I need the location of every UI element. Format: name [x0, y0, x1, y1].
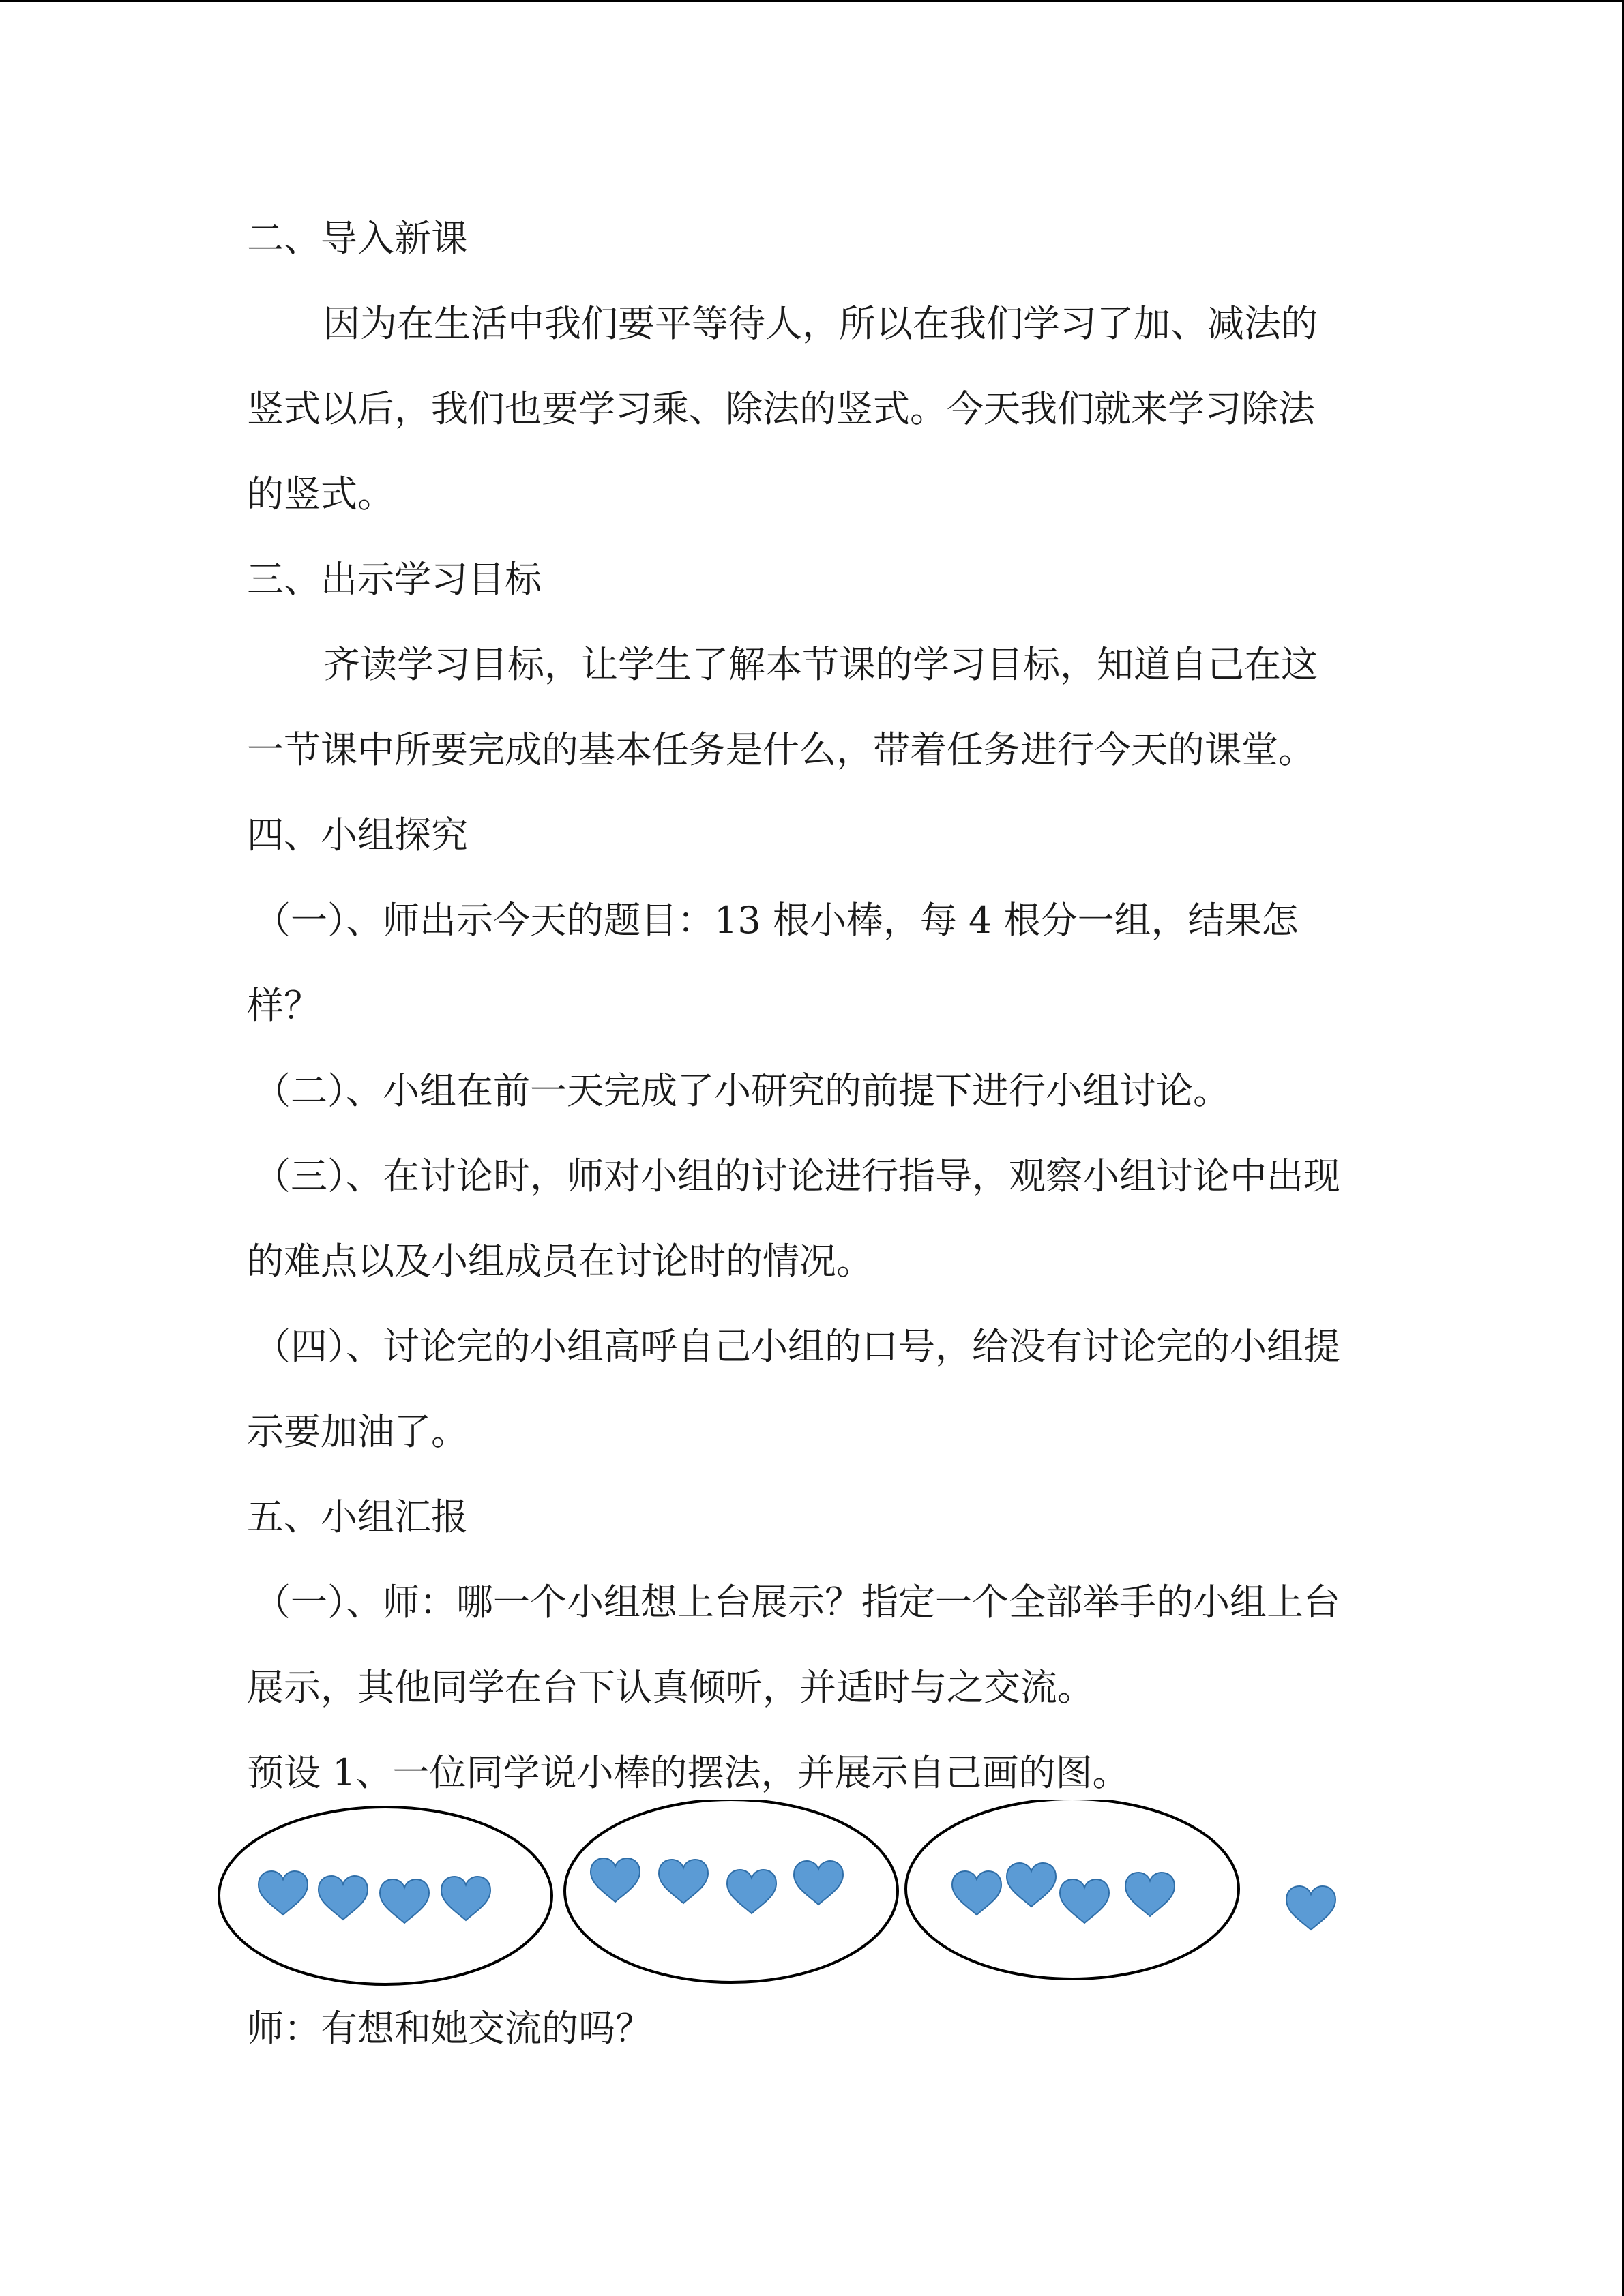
paragraph-line: 因为在生活中我们要平等待人，所以在我们学习了加、减法的	[323, 302, 1318, 345]
paragraph-line: 的竖式。	[247, 473, 394, 516]
heart-icon	[1060, 1879, 1109, 1923]
heart-icon	[591, 1858, 640, 1902]
paragraph-line: 的难点以及小组成员在讨论时的情况。	[247, 1240, 873, 1283]
paragraph-line: （四）、讨论完的小组高呼自己小组的口号，给没有讨论完的小组提	[254, 1325, 1340, 1368]
paragraph-line: 一节课中所要完成的基本任务是什么，带着任务进行今天的课堂。	[247, 728, 1315, 771]
paragraph-line: 展示，其他同学在台下认真倾听，并适时与之交流。	[247, 1666, 1094, 1709]
paragraph-line: （一）、师出示今天的题目：13 根小棒，每 4 根分一组，结果怎	[254, 899, 1299, 942]
heart-icon	[1286, 1886, 1335, 1930]
heart-icon	[952, 1871, 1001, 1915]
heart-icon	[659, 1860, 708, 1903]
paragraph-line: 齐读学习目标，让学生了解本节课的学习目标，知道自己在这	[323, 643, 1318, 686]
paragraph-line: 示要加油了。	[247, 1410, 468, 1453]
paragraph-line: （三）、在讨论时，师对小组的讨论进行指导，观察小组讨论中出现	[254, 1154, 1340, 1197]
heart-icon	[727, 1870, 776, 1913]
heart-icon	[441, 1877, 490, 1920]
grouping-figure	[205, 1800, 1391, 1991]
paragraph-line: （一）、师：哪一个小组想上台展示？指定一个全部举手的小组上台	[254, 1581, 1340, 1624]
section-heading-intro: 二、导入新课	[247, 217, 468, 260]
section-heading-report: 五、小组汇报	[247, 1495, 468, 1538]
paragraph-line: 师：有想和她交流的吗？	[247, 2007, 652, 2050]
heart-icon	[380, 1879, 429, 1923]
section-heading-explore: 四、小组探究	[247, 814, 468, 856]
heart-icon	[319, 1876, 368, 1920]
heart-icon	[259, 1871, 308, 1915]
heart-icon	[1007, 1863, 1056, 1907]
paragraph-line: 竖式以后，我们也要学习乘、除法的竖式。今天我们就来学习除法	[247, 387, 1315, 430]
paragraph-line: （二）、小组在前一天完成了小研究的前提下进行小组讨论。	[254, 1069, 1230, 1112]
section-heading-goals: 三、出示学习目标	[247, 558, 542, 601]
paragraph-line: 预设 1、一位同学说小棒的摆法，并展示自己画的图。	[247, 1751, 1130, 1794]
page-border-top	[0, 0, 1624, 2]
heart-icon	[794, 1861, 843, 1905]
paragraph-line: 样？	[247, 984, 321, 1027]
heart-icon	[1125, 1873, 1175, 1916]
